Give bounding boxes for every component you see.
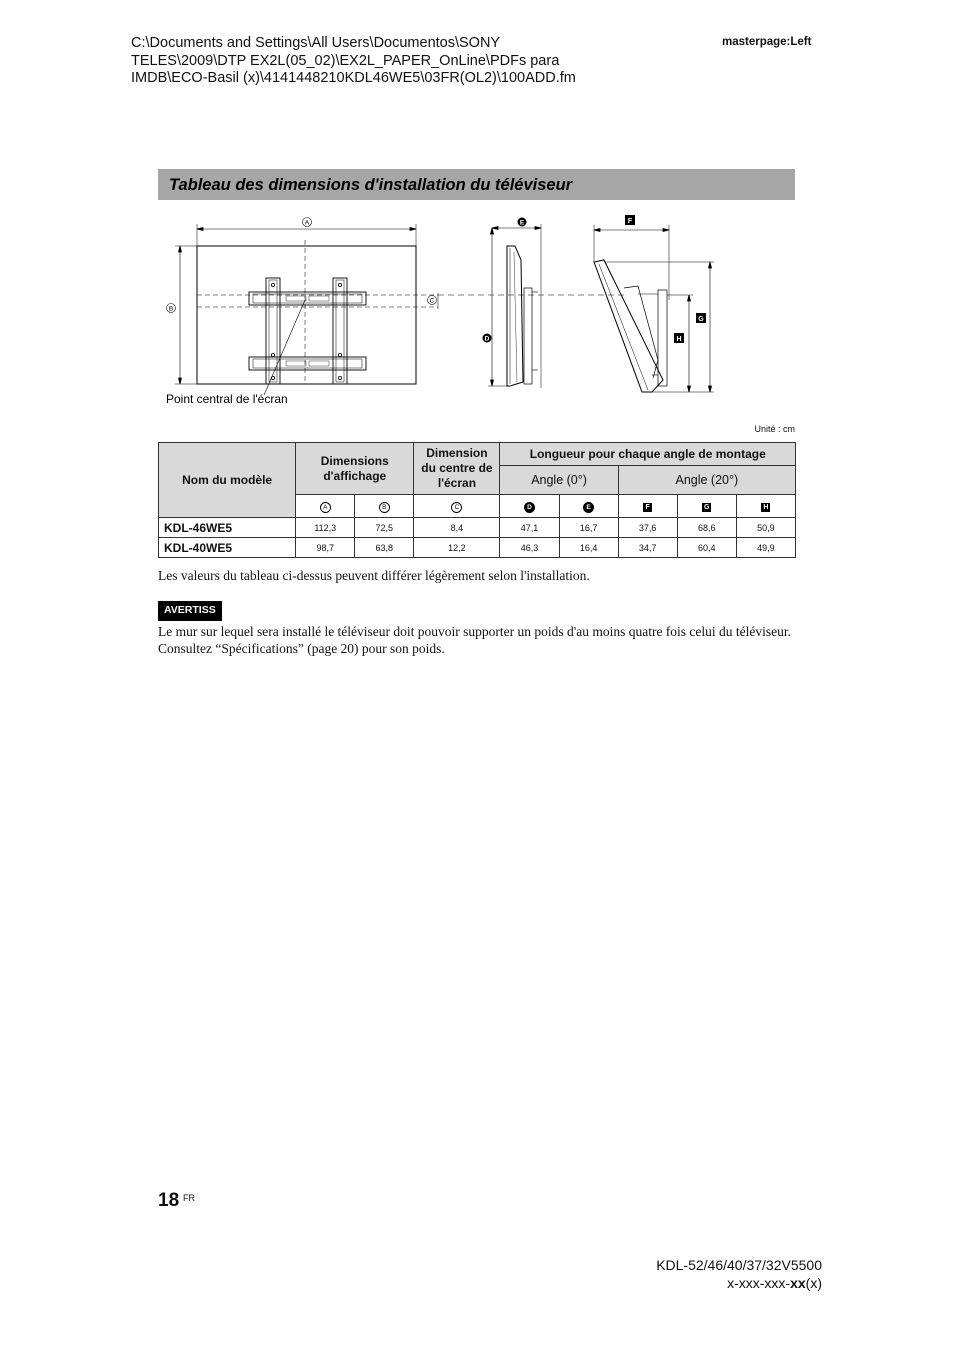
- angle-0-header: Angle (0°): [500, 466, 618, 495]
- file-path-header: [131, 35, 576, 88]
- col-model-header: Nom du modèle: [159, 443, 296, 518]
- letter-h-cell: [736, 495, 795, 518]
- label-g-marker: [696, 313, 706, 323]
- letter-g-cell: [677, 495, 736, 518]
- letter-g: G: [704, 503, 710, 511]
- label-h: H: [676, 336, 682, 343]
- masterpage-label: masterpage:Left: [722, 36, 812, 48]
- letter-e: E: [583, 502, 594, 513]
- value-cell: 50,9: [736, 518, 795, 538]
- label-f-marker: [625, 215, 635, 225]
- letter-a: A: [320, 502, 331, 513]
- warning-text: Le mur sur lequel sera installé le téléviseur doit pouvoir supporter un poids d'au moins quatre fois celui du téléviseur. Consultez “Spécifications” (page 20) pour son poids.: [158, 624, 792, 656]
- label-b: B: [168, 305, 174, 313]
- letter-c: C: [451, 502, 462, 513]
- col-center-header: Dimension du centre de l'écran: [414, 443, 500, 495]
- footer-model-line: KDL-52/46/40/37/32V5500: [656, 1257, 822, 1273]
- label-b-marker: [167, 304, 176, 313]
- label-a: A: [304, 219, 310, 227]
- label-d: D: [484, 335, 490, 343]
- letter-d: D: [524, 502, 535, 513]
- label-d-marker: [483, 334, 492, 343]
- tv-side-profile: [507, 246, 523, 386]
- model-name: KDL-46WE5: [159, 518, 296, 538]
- letter-b: B: [379, 502, 390, 513]
- unit-label: Unité : cm: [754, 424, 795, 434]
- col-length-header: Longueur pour chaque angle de montage: [500, 443, 796, 466]
- value-cell: 16,7: [559, 518, 618, 538]
- letter-d-cell: [500, 495, 559, 518]
- file-path-line: C:\Documents and Settings\All Users\Documentos\SONY: [131, 35, 501, 51]
- table-row: [159, 538, 796, 558]
- value-cell: 37,6: [618, 518, 677, 538]
- letter-a-cell: [296, 495, 355, 518]
- value-cell: 98,7: [296, 538, 355, 558]
- label-c: C: [429, 297, 435, 305]
- value-cell: 112,3: [296, 518, 355, 538]
- label-g: G: [698, 316, 704, 323]
- page-number: 18: [158, 1190, 180, 1211]
- label-h-marker: [674, 333, 684, 343]
- value-cell: 8,4: [414, 518, 500, 538]
- section-title-bar: [158, 169, 795, 200]
- footer-code-suffix: (x): [805, 1275, 822, 1291]
- footer-code-prefix: x-xxx-xxx-: [727, 1275, 791, 1291]
- letter-c-cell: [414, 495, 500, 518]
- table-row: [159, 518, 796, 538]
- label-f: F: [627, 218, 633, 225]
- value-cell: 12,2: [414, 538, 500, 558]
- label-c-marker: [428, 296, 437, 305]
- dimensions-table: [158, 442, 796, 558]
- letter-f-cell: [618, 495, 677, 518]
- file-path-line: IMDB\ECO-Basil (x)\4141448210KDL46WE5\03FR(OL2)\100ADD.fm: [131, 70, 576, 86]
- file-path-line: TELES\2009\DTP EX2L(05_02)\EX2L_PAPER_OnLine\PDFs para: [131, 52, 560, 69]
- value-cell: 63,8: [355, 538, 414, 558]
- col-display-header: Dimensions d'affichage: [296, 443, 414, 495]
- value-cell: 68,6: [677, 518, 736, 538]
- label-e: E: [519, 219, 525, 227]
- side-bracket: [524, 288, 532, 384]
- page-language: FR: [183, 1193, 195, 1203]
- model-name: KDL-40WE5: [159, 538, 296, 558]
- section-title: Tableau des dimensions d'installation du téléviseur: [169, 176, 573, 194]
- warning-badge: AVERTISS: [158, 601, 222, 621]
- value-cell: 16,4: [559, 538, 618, 558]
- letter-f: F: [643, 503, 652, 512]
- label-a-marker: [303, 218, 312, 227]
- value-cell: 34,7: [618, 538, 677, 558]
- value-cell: 47,1: [500, 518, 559, 538]
- letter-e-cell: [559, 495, 618, 518]
- angle-20-header: Angle (20°): [618, 466, 795, 495]
- letter-b-cell: [355, 495, 414, 518]
- value-cell: 46,3: [500, 538, 559, 558]
- label-e-marker: [518, 218, 527, 227]
- value-cell: 72,5: [355, 518, 414, 538]
- center-point-label: Point central de l'écran: [166, 392, 288, 406]
- value-cell: 49,9: [736, 538, 795, 558]
- footer-code-bold: xx: [790, 1275, 806, 1291]
- footer-code-line: [600, 1274, 822, 1292]
- tv-front-outline: [197, 246, 416, 384]
- table-note: Les valeurs du tableau ci-dessus peuvent différer légèrement selon l'installation.: [158, 568, 590, 583]
- installation-diagram: [158, 210, 795, 410]
- footer-model-info: [600, 1256, 822, 1292]
- letter-h: H: [763, 503, 769, 511]
- value-cell: 60,4: [677, 538, 736, 558]
- tv-tilted-profile: [594, 260, 663, 392]
